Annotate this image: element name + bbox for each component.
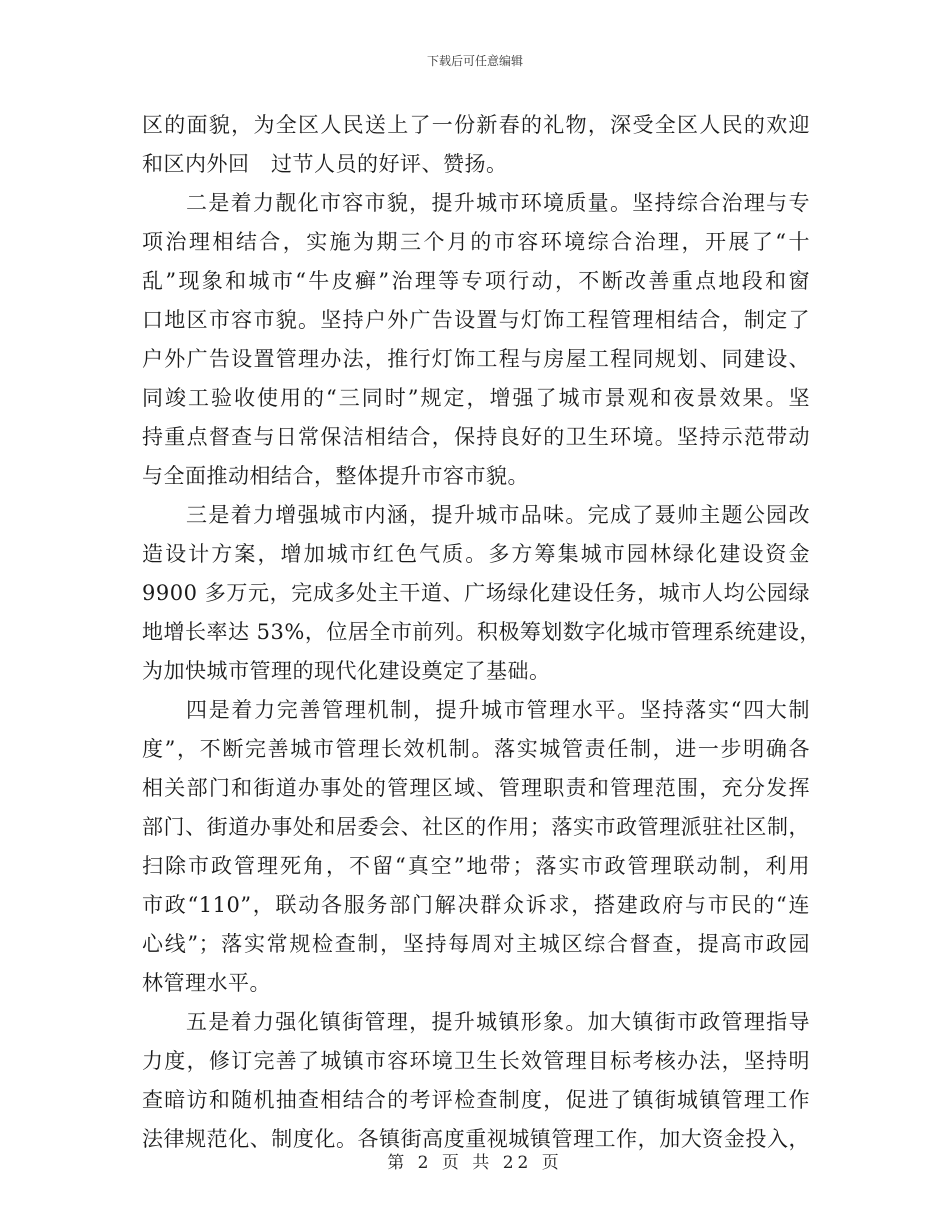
text-line: 乱”现象和城市“牛皮癣”治理等专项行动，不断改善重点地段和窗 bbox=[142, 269, 810, 293]
text-line: 市政“110”，联动各服务部门解决群众诉求，搭建政府与市民的“连 bbox=[142, 893, 810, 917]
text-line: 度”，不断完善城市管理长效机制。落实城管责任制，进一步明确各 bbox=[142, 737, 810, 761]
text-line: 和区内外回 过节人员的好评、赞扬。 bbox=[142, 152, 508, 176]
text-line: 五是着力强化镇街管理，提升城镇形象。加大镇街市政管理指导 bbox=[186, 1010, 810, 1034]
text-line: 区的面貌，为全区人民送上了一份新春的礼物，深受全区人民的欢迎 bbox=[142, 113, 810, 137]
text-line: 口地区市容市貌。坚持户外广告设置与灯饰工程管理相结合，制定了 bbox=[142, 308, 810, 332]
text-line: 查暗访和随机抽查相结合的考评检查制度，促进了镇街城镇管理工作 bbox=[142, 1088, 810, 1112]
text-line: 同竣工验收使用的“三同时”规定，增强了城市景观和夜景效果。坚 bbox=[142, 386, 810, 410]
text-line: 部门、街道办事处和居委会、社区的作用；落实市政管理派驻社区制， bbox=[142, 815, 810, 839]
text-line: 力度，修订完善了城镇市容环境卫生长效管理目标考核办法，坚持明 bbox=[142, 1049, 810, 1073]
text-line: 四是着力完善管理机制，提升城市管理水平。坚持落实“四大制 bbox=[186, 698, 810, 722]
text-line: 二是着力靓化市容市貌，提升城市环境质量。坚持综合治理与专 bbox=[186, 191, 810, 215]
text-line: 为加快城市管理的现代化建设奠定了基础。 bbox=[142, 659, 551, 683]
text-line: 9900 多万元，完成多处主干道、广场绿化建设任务，城市人均公园绿 bbox=[142, 581, 810, 605]
text-line: 项治理相结合，实施为期三个月的市容环境综合治理，开展了“十 bbox=[142, 230, 810, 254]
page-header-note: 下载后可任意编辑 bbox=[426, 54, 523, 68]
text-line: 扫除市政管理死角，不留“真空”地带；落实市政管理联动制，利用 bbox=[142, 854, 810, 878]
text-line: 三是着力增强城市内涵，提升城市品味。完成了聂帅主题公园改 bbox=[186, 503, 810, 527]
text-line: 相关部门和街道办事处的管理区域、管理职责和管理范围，充分发挥 bbox=[142, 776, 810, 800]
text-line: 心线”；落实常规检查制，坚持每周对主城区综合督查，提高市政园 bbox=[142, 932, 810, 956]
text-line: 与全面推动相结合，整体提升市容市貌。 bbox=[142, 464, 529, 488]
text-line: 户外广告设置管理办法，推行灯饰工程与房屋工程同规划、同建设、 bbox=[142, 347, 810, 371]
document-body bbox=[142, 106, 821, 1159]
text-line: 地增长率达 53%，位居全市前列。积极筹划数字化城市管理系统建设， bbox=[142, 620, 821, 644]
text-line: 造设计方案，增加城市红色气质。多方筹集城市园林绿化建设资金 bbox=[142, 542, 810, 566]
text-line: 林管理水平。 bbox=[142, 971, 271, 995]
text-line: 持重点督查与日常保洁相结合，保持良好的卫生环境。坚持示范带动 bbox=[142, 425, 810, 449]
text-line: 法律规范化、制度化。各镇街高度重视城镇管理工作，加大资金投入， bbox=[142, 1127, 810, 1151]
page-number-footer: 第 2 页 共 22 页 bbox=[387, 1153, 563, 1173]
